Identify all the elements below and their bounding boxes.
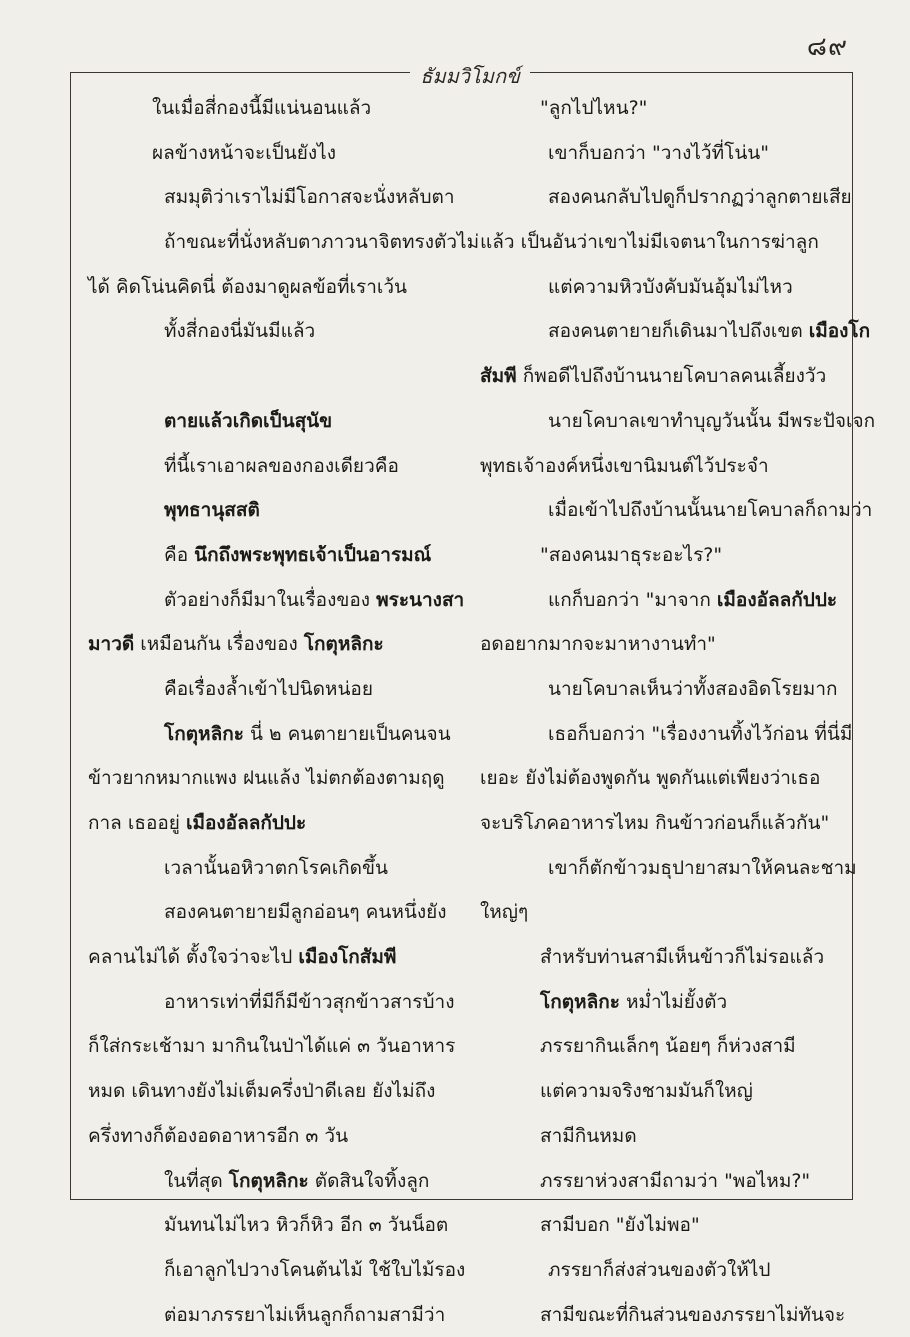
page-number: ๘๙ [806,32,848,62]
text-run: ตัวอย่างก็มีมาในเรื่องของ [164,588,377,611]
text-line: เวลานั้นอหิวาตกโรคเกิดขึ้น [164,856,389,879]
text-line: "ลูกไปไหน?" [540,97,648,119]
right-text-column [480,86,876,1337]
text-line: ทั้งสี่กองนี่มันมีแล้ว [164,320,316,343]
text-line: ได้ คิดโน่นคิดนี่ ต้องมาดูผลข้อที่เราเว้น [88,275,408,298]
text-line: ภรรยาก็ส่งส่วนของตัวให้ไป [548,1258,771,1281]
text-line [88,533,460,578]
text-line [480,980,842,1025]
text-line [88,1159,460,1204]
bold-text: พุทธานุสสติ [164,499,260,522]
text-line: แต่ความจริงชามมันก็ใหญ่ [540,1080,753,1103]
bold-text: สัมพี [480,365,517,388]
bold-text: นึกถึงพระพุทธเจ้าเป็นอารมณ์ [194,543,432,566]
text-line [480,309,871,354]
text-line: ข้าวยากหมากแพง ฝนแล้ง ไม่ตกต้องตามฤดู [88,767,445,790]
text-line: ภรรยากินเล็กๆ น้อยๆ ก็ห่วงสามี [540,1035,796,1058]
text-line [88,399,460,444]
text-line: มันทนไม่ไหว หิวก็หิว อีก ๓ วันน็อต [164,1214,449,1237]
text-line: จะบริโภคอาหารไหม กินข้าวก่อนก็แล้วกัน" [480,812,830,834]
text-line: "สองคนมาธุระอะไร?" [540,543,723,566]
text-line [88,578,465,623]
text-line: แต่ความหิวบังคับมันอุ้มไม่ไหว [548,275,793,298]
text-line: ถ้าขณะที่นั่งหลับตาภาวนาจิตทรงตัวไม่ [164,231,480,254]
text-line [88,712,460,757]
text-line: สามีขณะที่กินส่วนของภรรยาไม่ทันจะ [540,1303,846,1326]
text-line: ต่อมาภรรยาไม่เห็นลูกก็ถามสามีว่า [164,1303,446,1326]
text-line: เธอก็บอกว่า "เรื่องงานทิ้งไว้ก่อน ที่นี่มี [548,722,853,745]
text-run: เหมือนกัน เรื่องของ [134,633,304,656]
text-run: หม่ำไม่ยั้งตัว [619,990,728,1013]
bold-text: โกตุหลิกะ [164,722,244,745]
text-line: อาหารเท่าที่มีก็มีข้าวสุกข้าวสารบ้าง [164,990,455,1013]
text-line: พุทธเจ้าองค์หนึ่งเขานิมนต์ไว้ประจำ [480,454,769,477]
text-line: อดอยากมากจะมาหางานทำ" [480,633,716,656]
bold-text: โกตุหลิกะ [303,633,384,656]
bold-text: เมืองโกสัมพี [298,946,397,969]
text-line [480,354,842,399]
text-line: ในเมื่อสี่กองนี้มีแน่นอนแล้ว [152,97,372,119]
text-line: ก็ใส่กระเช้ามา มากินในป่าได้แค่ ๓ วันอาหาร [88,1035,456,1058]
bold-text: ตายแล้วเกิดเป็นสุนัข [164,409,333,432]
text-line: เขาก็ตักข้าวมธุปายาสมาให้คนละชาม [548,856,857,879]
text-line: เมื่อเข้าไปถึงบ้านนั้นนายโคบาลก็ถามว่า [548,499,873,522]
text-line [88,354,460,399]
bold-text: เมืองโก [808,320,871,343]
bold-text: เมืองอัลลกัปปะ [185,812,307,834]
text-run: ตัดสินใจทิ้งลูก [308,1169,430,1192]
text-line: เยอะ ยังไม่ต้องพูดกัน พูดกันแต่เพียงว่าเธอ [480,767,821,790]
text-run: คือ [164,543,195,566]
text-line: เขาก็บอกว่า "วางไว้ที่โน่น" [548,141,770,164]
text-line: แล้ว เป็นอันว่าเขาไม่มีเจตนาในการฆ่าลูก [480,231,819,254]
text-line: หมด เดินทางยังไม่เต็มครึ่งป่าดีเลย ยังไม่ถึง [88,1080,436,1103]
text-line: ที่นี้เราเอาผลของกองเดียวคือ [164,454,399,477]
text-line: สามีกินหมด [540,1124,637,1147]
text-run: คลานไม่ได้ ตั้งใจว่าจะไป [88,946,299,969]
text-line [480,578,842,623]
text-run: ก็พอดีไปถึงบ้านนายโคบาลคนเลี้ยงวัว [516,365,827,388]
text-run: สองคนตายายก็เดินมาไปถึงเขต [548,320,809,343]
text-run: นี่ ๒ คนตายายเป็นคนจน [243,722,451,745]
text-run: ในที่สุด [164,1169,229,1192]
bold-text: เมืองอัลลกัปปะ [716,588,838,611]
text-line [88,622,460,667]
text-run: แกก็บอกว่า "มาจาก [548,588,717,611]
running-head-title: ธัมมวิโมกข์ [410,64,530,88]
text-line [88,801,460,846]
text-line: สามีบอก "ยังไม่พอ" [540,1214,700,1237]
text-line: สองคนกลับไปดูก็ปรากฏว่าลูกตายเสีย [548,186,852,209]
text-line: ก็เอาลูกไปวางโคนต้นไม้ ใช้ใบไม้รอง [164,1258,466,1281]
text-line: สองคนตายายมีลูกอ่อนๆ คนหนึ่งยัง [164,901,447,924]
left-text-column [88,86,480,1337]
text-line: คือเรื่องล้ำเข้าไปนิดหน่อย [164,677,373,700]
bold-text: โกตุหลิกะ [228,1169,309,1192]
text-line: สำหรับท่านสามีเห็นข้าวก็ไม่รอแล้ว [540,946,825,969]
text-line: สมมุติว่าเราไม่มีโอกาสจะนั่งหลับตา [164,186,455,209]
text-line [88,488,460,533]
text-line: ใหญ่ๆ [480,901,529,924]
bold-text: โกตุหลิกะ [540,990,620,1013]
text-line: ผลข้างหน้าจะเป็นยังไง [152,141,337,164]
bold-text: พระนางสา [376,588,465,611]
text-line: ภรรยาห่วงสามีถามว่า "พอไหม?" [540,1169,811,1192]
text-run: กาล เธออยู่ [88,812,186,834]
text-line: ครึ่งทางก็ต้องอดอาหารอีก ๓ วัน [88,1124,349,1147]
text-line [88,935,460,980]
bold-text: มาวดี [88,633,135,656]
text-line: นายโคบาลเขาทำบุญวันนั้น มีพระปัจเจก [548,409,876,432]
text-line: นายโคบาลเห็นว่าทั้งสองอิดโรยมาก [548,677,838,700]
